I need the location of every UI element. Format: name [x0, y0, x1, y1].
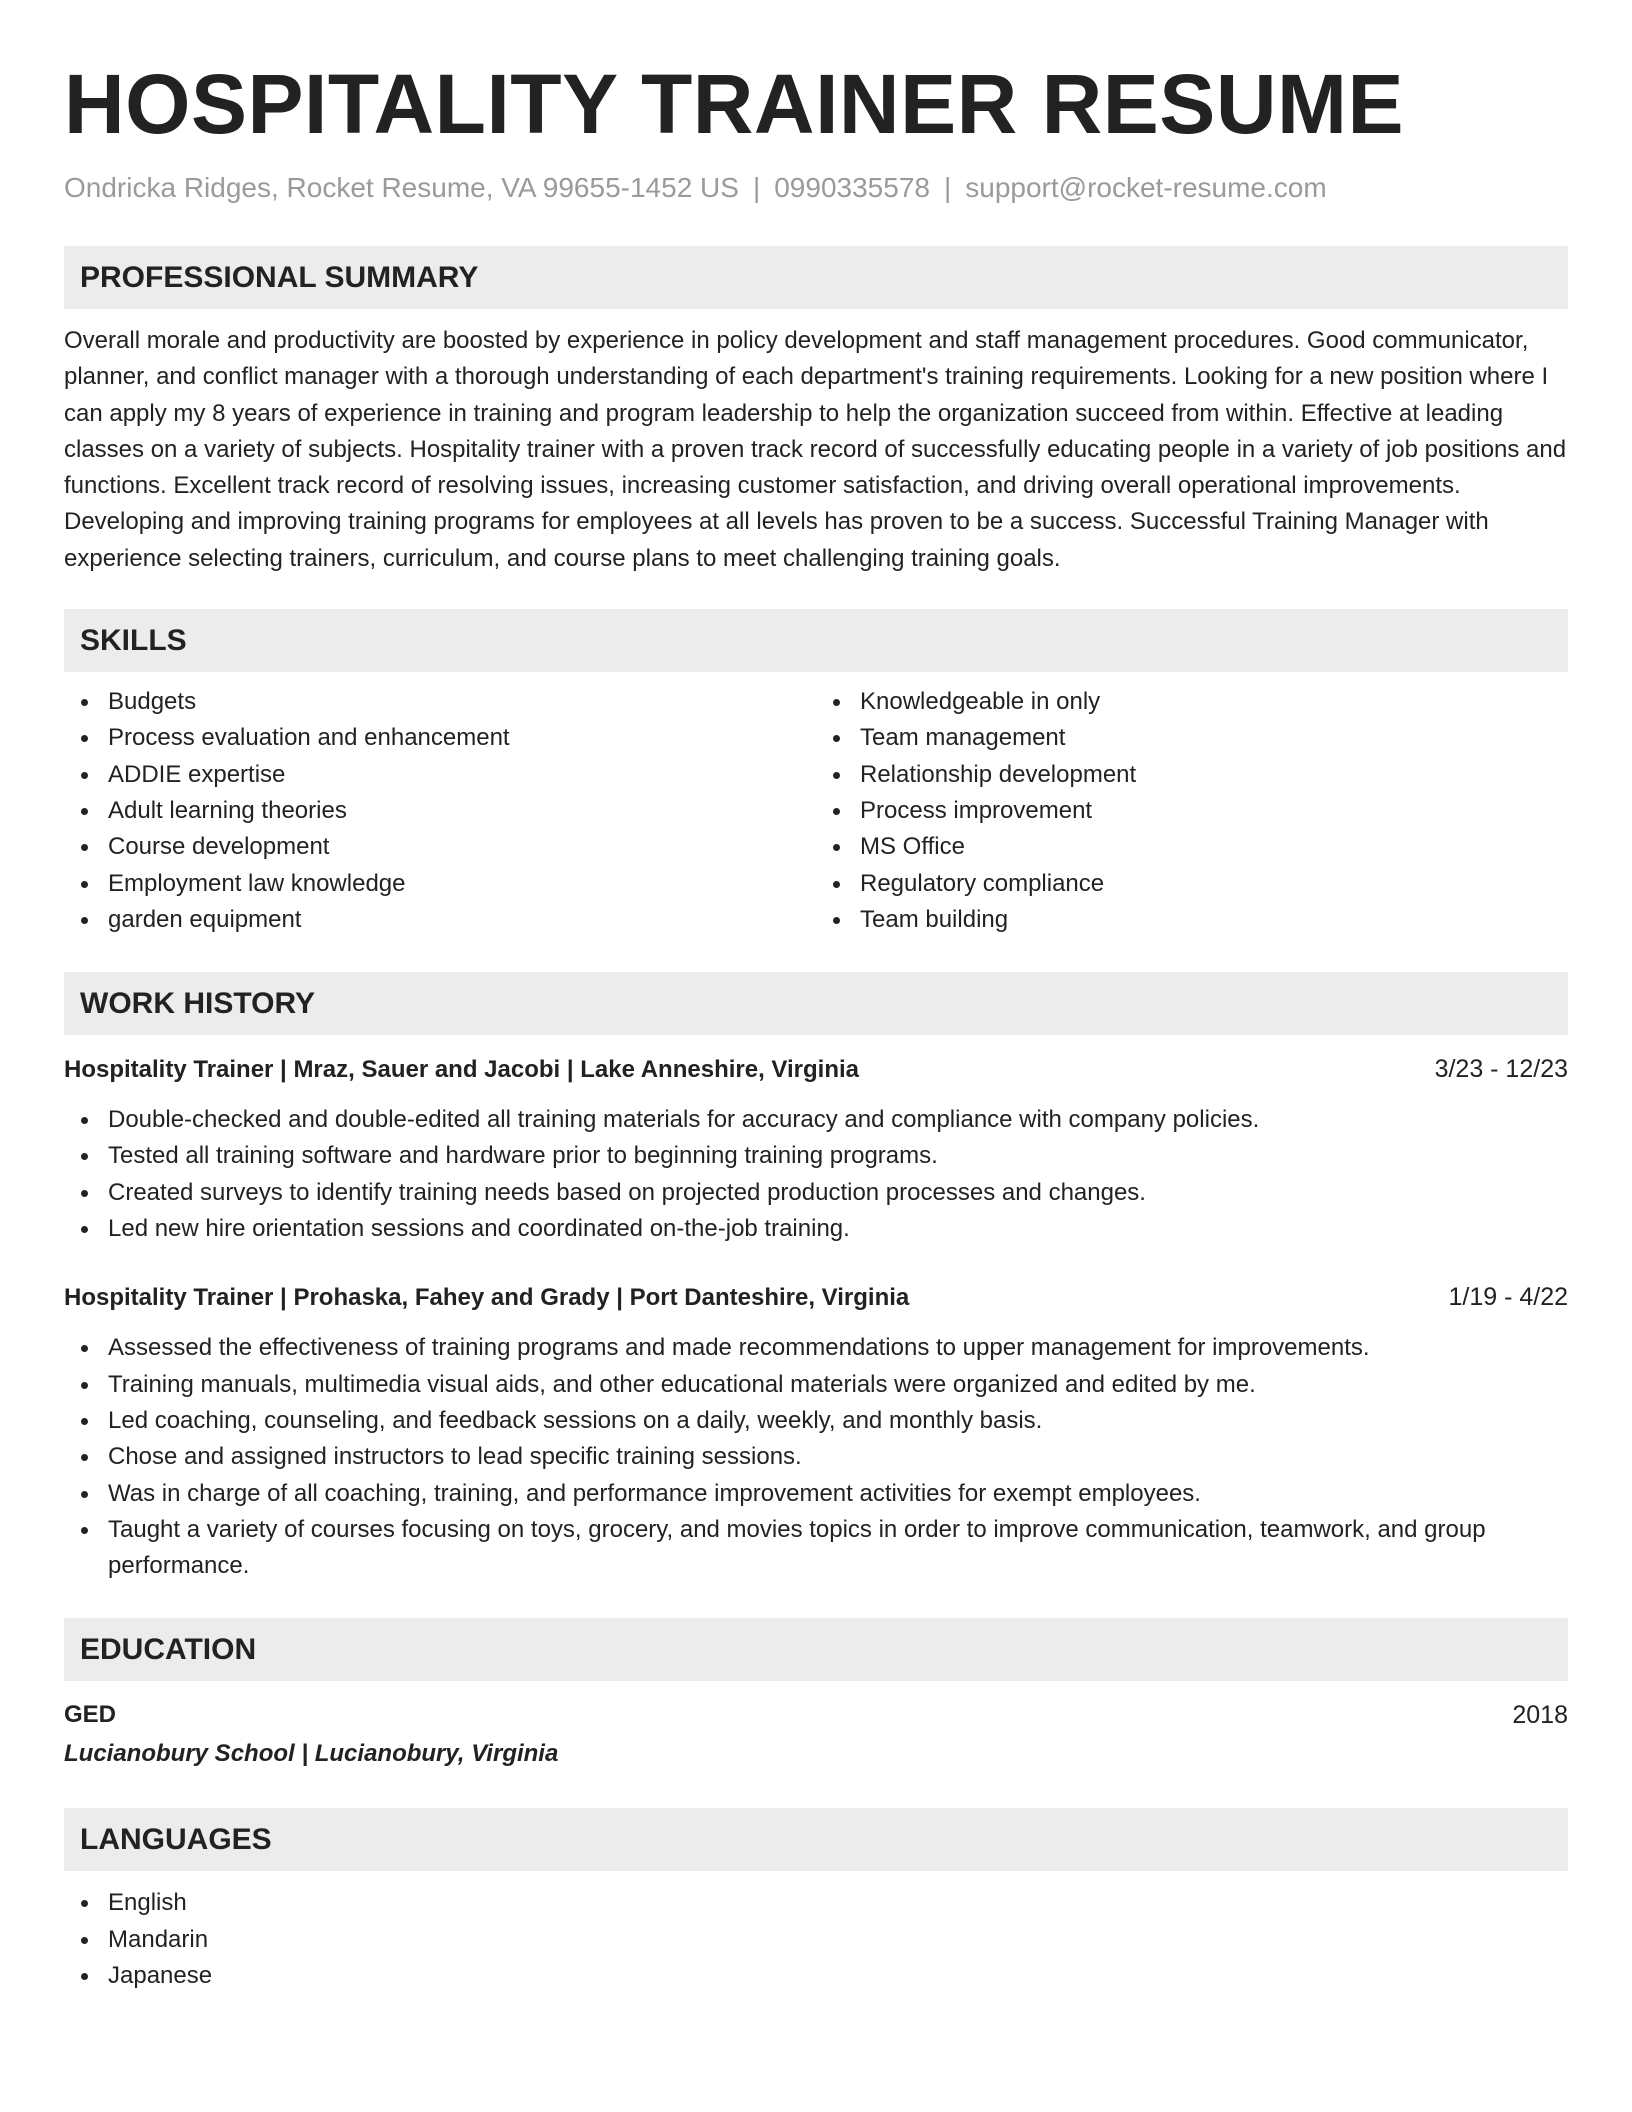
job-dates: 1/19 - 4/22 [1448, 1283, 1568, 1312]
skills-right-column [816, 684, 1568, 938]
job-bullet: Led new hire orientation sessions and coordinated on-the-job training. [64, 1211, 1568, 1247]
job-bullet: Taught a variety of courses focusing on toys, grocery, and movies topics in order to improve communication, teamwork, and group performance. [64, 1512, 1568, 1585]
work-heading: WORK HISTORY [64, 972, 1568, 1035]
skill-item: Process evaluation and enhancement [64, 720, 816, 756]
job-dates: 3/23 - 12/23 [1434, 1055, 1568, 1084]
skill-item: Knowledgeable in only [816, 684, 1568, 720]
skills-heading: SKILLS [64, 609, 1568, 672]
education-school: Lucianobury School | Lucianobury, Virginia [64, 1740, 559, 1768]
contact-email: support@rocket-resume.com [965, 172, 1327, 203]
languages-heading: LANGUAGES [64, 1808, 1568, 1871]
job-entry [64, 1279, 1568, 1584]
education-header [64, 1697, 1568, 1733]
skills-right-list [816, 684, 1568, 938]
language-item: Mandarin [64, 1922, 1568, 1958]
skills-left-list [64, 684, 816, 938]
job-header [64, 1279, 1568, 1316]
education-heading: EDUCATION [64, 1618, 1568, 1681]
skills-left-column [64, 684, 816, 938]
skills-grid [64, 684, 1568, 938]
skill-item: ADDIE expertise [64, 757, 816, 793]
skill-item: Process improvement [816, 793, 1568, 829]
job-bullet: Double-checked and double-edited all training materials for accuracy and compliance with company policies. [64, 1102, 1568, 1138]
skill-item: Team management [816, 720, 1568, 756]
job-bullet: Chose and assigned instructors to lead specific training sessions. [64, 1439, 1568, 1475]
education-year: 2018 [1512, 1701, 1568, 1730]
contact-separator: | [943, 172, 952, 203]
skill-item: Adult learning theories [64, 793, 816, 829]
skills-section [64, 609, 1568, 938]
education-section [64, 1618, 1568, 1772]
job-title: Hospitality Trainer | Prohaska, Fahey and Grady | Port Danteshire, Virginia [64, 1284, 910, 1312]
job-bullet: Led coaching, counseling, and feedback sessions on a daily, weekly, and monthly basis. [64, 1403, 1568, 1439]
work-section [64, 972, 1568, 1584]
contact-phone: 0990335578 [774, 172, 930, 203]
language-item: English [64, 1885, 1568, 1921]
job-bullet: Was in charge of all coaching, training, and performance improvement activities for exempt employees. [64, 1476, 1568, 1512]
contact-address: Ondricka Ridges, Rocket Resume, VA 99655-1452 US [64, 172, 739, 203]
job-bullet: Assessed the effectiveness of training programs and made recommendations to upper management for improvements. [64, 1330, 1568, 1366]
skill-item: Budgets [64, 684, 816, 720]
summary-section [64, 246, 1568, 577]
job-bullets [64, 1330, 1568, 1584]
job-bullet: Created surveys to identify training needs based on projected production processes and changes. [64, 1175, 1568, 1211]
languages-list [64, 1885, 1568, 1994]
summary-text: Overall morale and productivity are boosted by experience in policy development and staff management procedures. Good communicator, planner, and conflict manager with a thorough understanding of each department's training requirements. Looking for a new position where I can apply my 8 years of experience in training and program leadership to help the organization succeed from within. Effective at leading classes on a variety of subjects. Hospitality trainer with a proven track record of successfully educating people in a variety of job positions and functions. Excellent track record of resolving issues, increasing customer satisfaction, and driving overall operational improvements. Developing and improving training programs for employees at all levels has proven to be a success. Successful Training Manager with experience selecting trainers, curriculum, and course plans to meet challenging training goals. [64, 327, 1567, 572]
skill-item: Employment law knowledge [64, 866, 816, 902]
skill-item: Regulatory compliance [816, 866, 1568, 902]
education-degree: GED [64, 1701, 117, 1729]
resume-title: HOSPITALITY TRAINER RESUME [64, 57, 1404, 151]
job-bullets [64, 1102, 1568, 1247]
skill-item: Relationship development [816, 757, 1568, 793]
skill-item: Course development [64, 829, 816, 865]
contact-line [64, 170, 1568, 206]
job-header [64, 1051, 1568, 1088]
contact-separator: | [752, 172, 761, 203]
languages-section [64, 1808, 1568, 1994]
skill-item: MS Office [816, 829, 1568, 865]
skill-item: garden equipment [64, 902, 816, 938]
job-entry [64, 1051, 1568, 1247]
summary-heading: PROFESSIONAL SUMMARY [64, 246, 1568, 309]
job-title: Hospitality Trainer | Mraz, Sauer and Jacobi | Lake Anneshire, Virginia [64, 1056, 860, 1084]
job-bullet: Training manuals, multimedia visual aids, and other educational materials were organized and edited by me. [64, 1367, 1568, 1403]
job-bullet: Tested all training software and hardware prior to beginning training programs. [64, 1138, 1568, 1174]
skill-item: Team building [816, 902, 1568, 938]
language-item: Japanese [64, 1958, 1568, 1994]
